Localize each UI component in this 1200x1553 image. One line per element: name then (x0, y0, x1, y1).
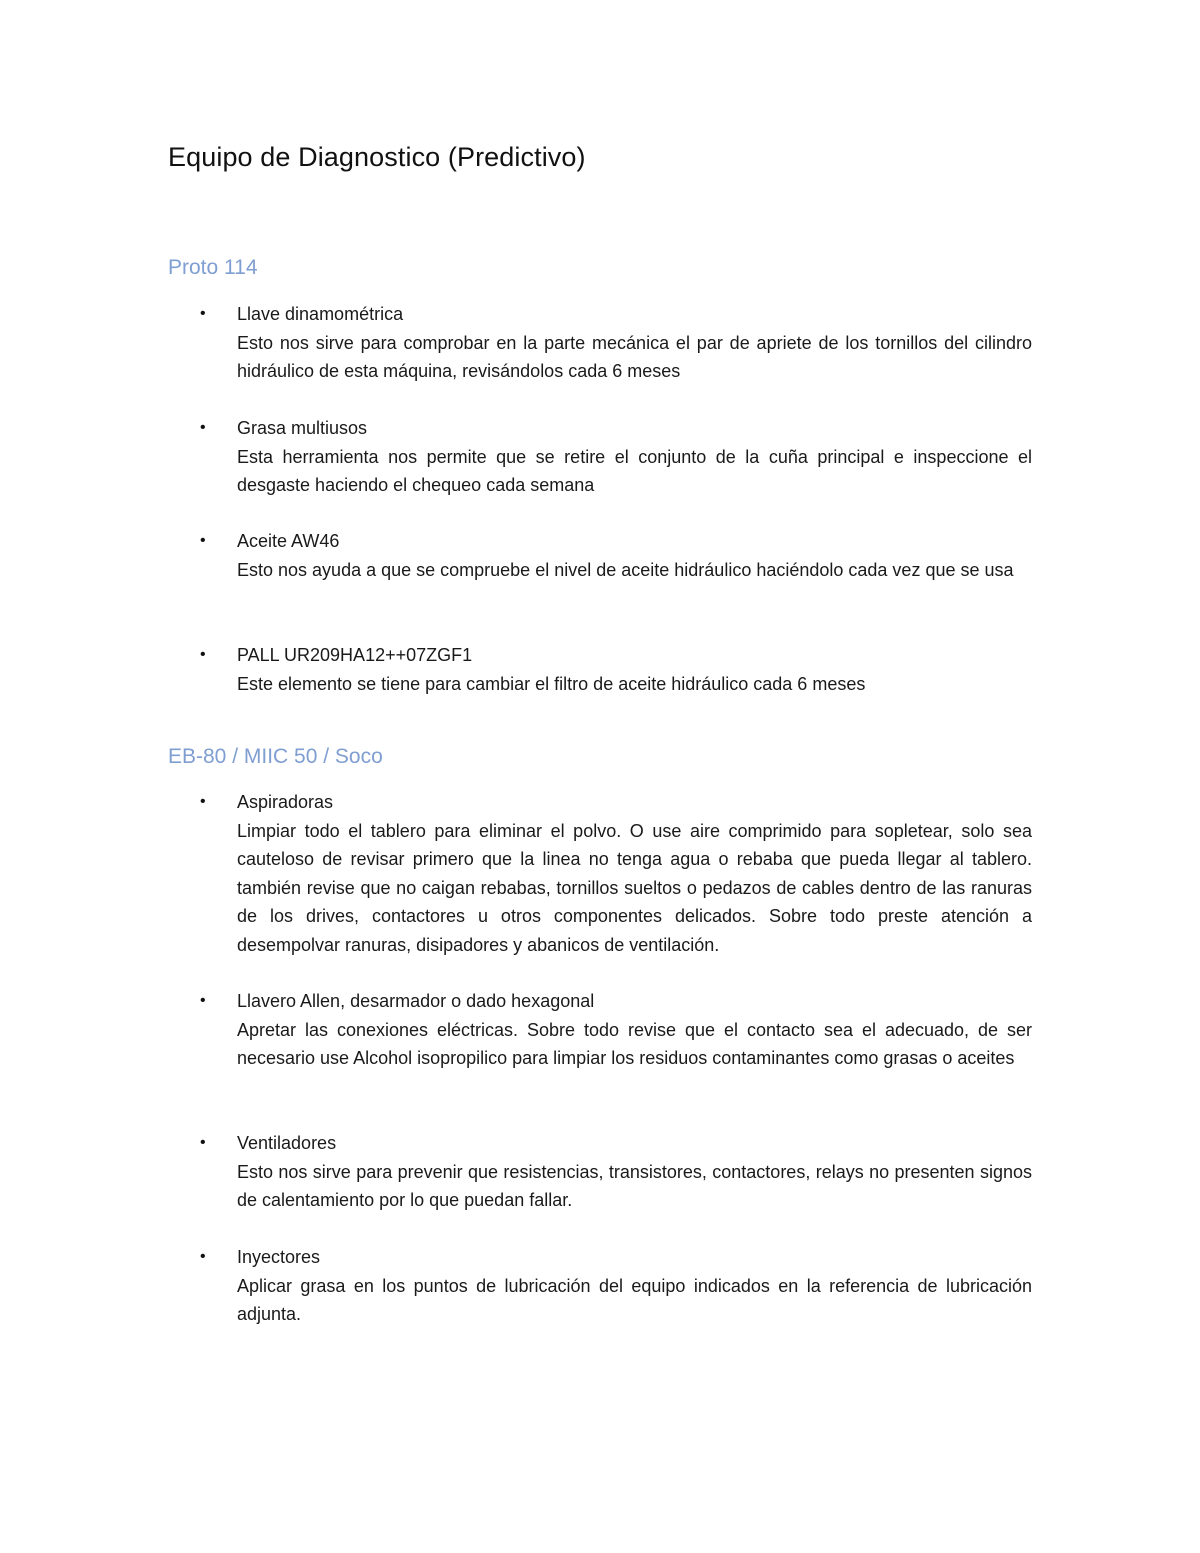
item-description: Limpiar todo el tablero para eliminar el polvo. O use aire comprimido para sopletear, solo sea cauteloso de revisar primero que la linea no tenga agua o rebaba que pueda llegar al tablero. también revise que no caigan rebabas, tornillos sueltos o pedazos de cables dentro de las ranuras de los drives, contactores u otros componentes delicados. Sobre todo preste atención a desempolvar ranuras, disipadores y abanicos de ventilación. (237, 820, 1032, 955)
document-title: Equipo de Diagnostico (Predictivo) (168, 142, 586, 172)
item-description: Esto nos sirve para comprobar en la parte mecánica el par de apriete de los tornillos del cilindro hidráulico de esta máquina, revisándolos cada 6 meses (237, 332, 1032, 382)
item-description: Esta herramienta nos permite que se retire el conjunto de la cuña principal e inspeccione el desgaste haciendo el chequeo cada semana (237, 446, 1032, 496)
item-title: Ventiladores (237, 1133, 337, 1153)
bullet-icon: • (200, 793, 206, 810)
item-title: Inyectores (237, 1247, 321, 1267)
item-description: Esto nos ayuda a que se compruebe el nivel de aceite hidráulico haciéndolo cada vez que se usa (237, 559, 1014, 580)
list-item (200, 1129, 1032, 1215)
item-title: Llavero Allen, desarmador o dado hexagonal (237, 991, 595, 1011)
bullet-icon: • (200, 1134, 206, 1151)
item-title: Llave dinamométrica (237, 304, 404, 324)
list-item (200, 788, 1032, 960)
bullet-icon: • (200, 419, 206, 436)
section-heading-eb-80: EB-80 / MIIC 50 / Soco (168, 745, 383, 768)
item-description: Esto nos sirve para prevenir que resistencias, transistores, contactores, relays no presenten signos de calentamiento por lo que puedan fallar. (237, 1161, 1032, 1211)
bullet-icon: • (200, 305, 206, 322)
section-heading-proto-114: Proto 114 (168, 256, 258, 279)
item-description: Aplicar grasa en los puntos de lubricación del equipo indicados en la referencia de lubricación adjunta. (237, 1275, 1032, 1325)
item-description: Apretar las conexiones eléctricas. Sobre todo revise que el contacto sea el adecuado, de ser necesario use Alcohol isopropilico para limpiar los residuos contaminantes como grasas o aceites (237, 1019, 1032, 1069)
list-item (200, 300, 1032, 386)
list-item (200, 987, 1032, 1073)
list-item (200, 1243, 1032, 1329)
list-item (200, 641, 1032, 698)
item-title: Aceite AW46 (237, 531, 340, 551)
bullet-icon: • (200, 992, 206, 1009)
item-title: Aspiradoras (237, 792, 334, 812)
list-item (200, 414, 1032, 500)
bullet-icon: • (200, 646, 206, 663)
bullet-icon: • (200, 532, 206, 549)
list-item (200, 527, 1032, 584)
item-title: Grasa multiusos (237, 418, 368, 438)
item-title: PALL UR209HA12++07ZGF1 (237, 645, 473, 665)
item-description: Este elemento se tiene para cambiar el filtro de aceite hidráulico cada 6 meses (237, 673, 866, 694)
bullet-icon: • (200, 1248, 206, 1265)
